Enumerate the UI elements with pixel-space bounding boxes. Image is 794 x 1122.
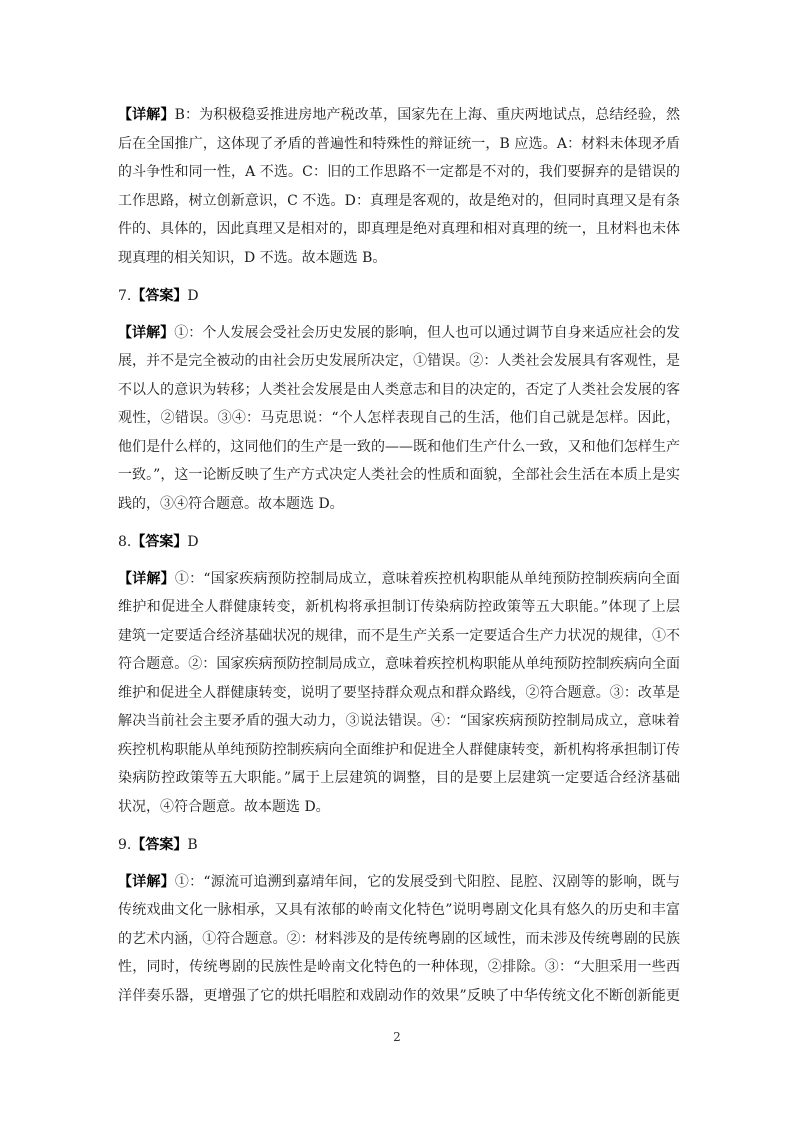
explain-line: 展，并不是完全被动的由社会历史发展所决定，①错误。②：人类社会发展具有客观性，是 — [118, 353, 680, 369]
answer-explanations — [118, 101, 680, 1010]
question-number: 9. — [118, 837, 132, 853]
explain-line: 后在全国推广，这体现了矛盾的普遍性和特殊性的辩证统一，B 应选。A：材料未体现矛盾 — [118, 135, 680, 152]
answer-value: B — [187, 837, 198, 853]
explain-label: 【详解】 — [118, 570, 175, 587]
explain-line: 建筑一定要适合经济基础状况的规律，而不是生产关系一定要适合生产力状况的规律，①不 — [118, 627, 680, 644]
explain-line: 工作思路，树立创新意识，C 不选。D：真理是客观的，故是绝对的，但同时真理又是有条 — [118, 192, 680, 209]
explain-line: 维护和促进全人群健康转变，说明了要坚持群众观点和群众路线，②符合题意。③：改革是 — [118, 684, 680, 701]
explain-line: 不以人的意识为转移；人类社会发展是由人类意志和目的决定的，否定了人类社会发展的客 — [118, 381, 680, 398]
explain-line — [118, 101, 680, 130]
answer-label: 【答案】 — [131, 534, 188, 550]
explain-line — [118, 319, 680, 348]
answer-label: 【答案】 — [131, 288, 188, 304]
explain-text: B：为积极稳妥推进房地产税改革，国家先在上海、重庆两地试点，总结经验，然 — [174, 107, 680, 123]
explain-text: ①：个人发展会受社会历史发展的影响，但人也可以通过调节自身来适应社会的发 — [174, 324, 680, 341]
answer-line-q7 — [118, 282, 680, 311]
explain-line — [118, 565, 680, 594]
explain-line: 的艺术内涵，①符合题意。②：材料涉及的是传统粤剧的区域性，而未涉及传统粤剧的民族 — [118, 930, 680, 947]
explain-line: 洋伴奏乐器，更增强了它的烘托唱腔和戏剧动作的效果”反映了中华传统文化不断创新能更 — [118, 987, 680, 1004]
explain-label: 【详解】 — [118, 107, 175, 123]
answer-value: D — [187, 534, 199, 550]
explain-line: 观性，②错误。③④：马克思说：“个人怎样表现自己的生活，他们自己就是怎样。因此， — [118, 410, 680, 426]
answer-value: D — [187, 288, 199, 304]
explain-text: ①：“国家疾病预防控制局成立，意味着疾控机构职能从单纯预防控制疾病向全面 — [174, 570, 680, 587]
answer-line-q8 — [118, 528, 680, 557]
question-number: 8. — [118, 534, 132, 550]
explain-line: 染病防控政策等五大职能。”属于上层建筑的调整，目的是要上层建筑一定要适合经济基础 — [118, 770, 680, 786]
explain-label: 【详解】 — [118, 873, 175, 890]
explain-line: 性，同时，传统粤剧的民族性是岭南文化特色的一种体现，②排除。③：“大胆采用一些西 — [118, 959, 680, 975]
page-number: 2 — [393, 1030, 401, 1044]
explain-line: 现真理的相关知识，D 不选。故本题选 B。 — [118, 249, 387, 266]
explain-text: ①：“源流可追溯到嘉靖年间，它的发展受到弋阳腔、昆腔、汉剧等的影响，既与 — [174, 873, 680, 890]
question-number: 7. — [118, 288, 132, 304]
answer-label: 【答案】 — [131, 837, 188, 853]
explain-line: 的斗争性和同一性，A 不选。C：旧的工作思路不一定都是不对的，我们要摒弃的是错误的 — [118, 164, 680, 180]
explain-line: 状况，④符合题意。故本题选 D。 — [118, 798, 330, 815]
explain-label: 【详解】 — [118, 324, 175, 341]
explain-line: 他们是什么样的，这同他们的生产是一致的——既和他们生产什么一致，又和他们怎样生产 — [118, 438, 680, 455]
explain-line: 维护和促进全人群健康转变，新机构将承担制订传染病防控政策等五大职能。”体现了上层 — [118, 599, 680, 615]
explain-line: 解决当前社会主要矛盾的强大动力，③说法错误。④：“国家疾病预防控制局成立，意味着 — [118, 713, 680, 729]
explain-line — [118, 868, 680, 897]
explain-line: 传统戏曲文化一脉相承，又具有浓郁的岭南文化特色”说明粤剧文化具有悠久的历史和丰富 — [118, 902, 680, 918]
answer-line-q9 — [118, 831, 680, 860]
explain-line: 符合题意。②：国家疾病预防控制局成立，意味着疾控机构职能从单纯预防控制疾病向全面 — [118, 656, 680, 672]
explain-line: 践的，③④符合题意。故本题选 D。 — [118, 495, 344, 512]
explain-line: 件的、具体的，因此真理又是相对的，即真理是绝对真理和相对真理的统一，且材料也未体 — [118, 221, 680, 237]
explain-line: 一致。”，这一论断反映了生产方式决定人类社会的性质和面貌，全部社会生活在本质上是实 — [118, 467, 680, 483]
explain-line: 疾控机构职能从单纯预防控制疾病向全面维护和促进全人群健康转变，新机构将承担制订传 — [118, 741, 680, 758]
